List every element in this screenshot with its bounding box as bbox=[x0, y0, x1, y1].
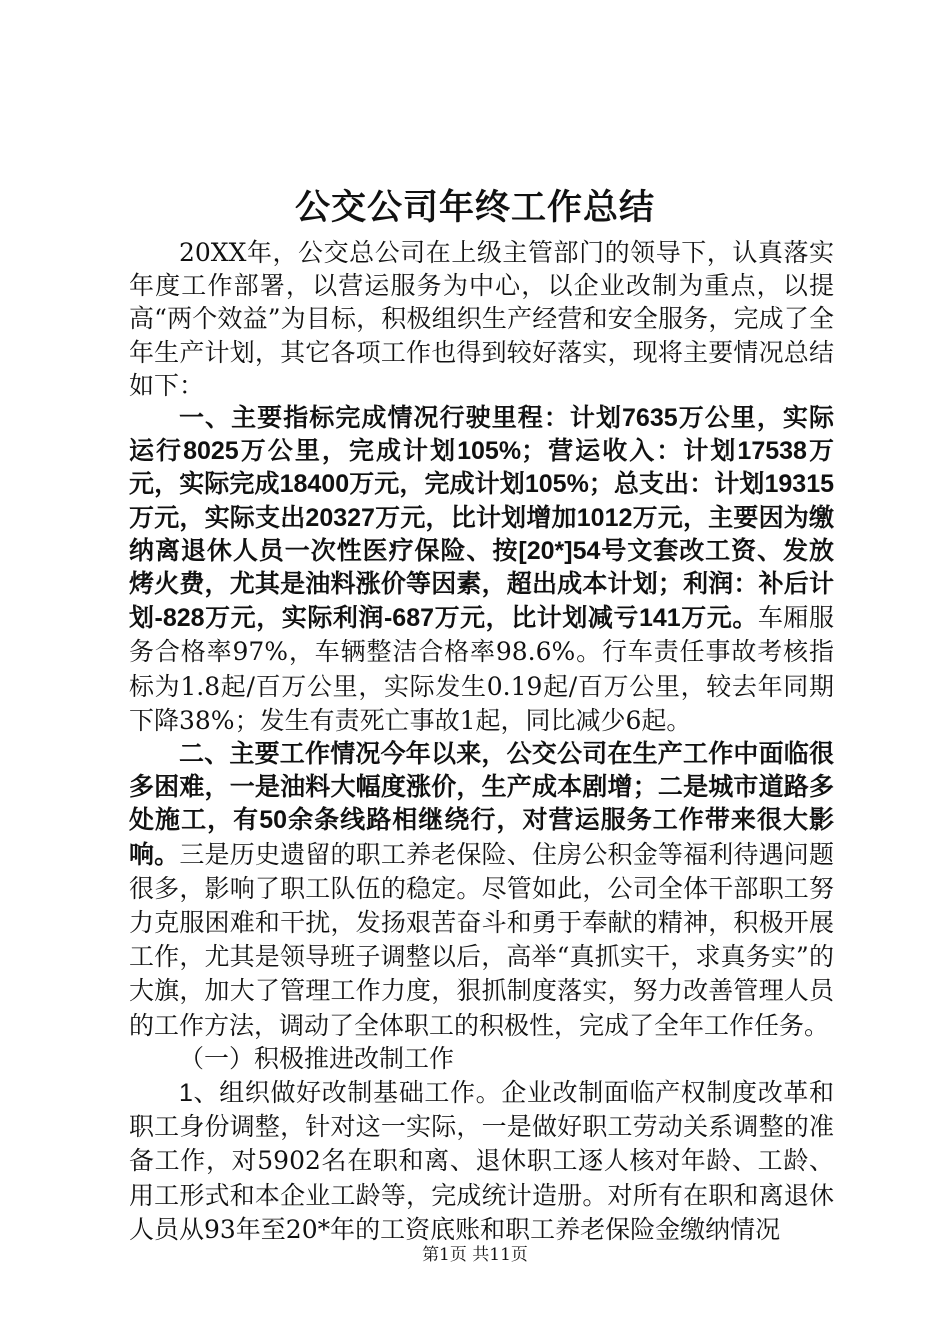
intro-paragraph: 20XX年，公交总公司在上级主管部门的领导下，认真落实年度工作部署，以营运服务为中心，以企业改制为重点，以提高“两个效益”为目标，积极组织生产经营和安全服务，完成了全年生产计划，其它各项工作也得到较好落实，现将主要情况总结如下： bbox=[129, 238, 834, 400]
item-1-paragraph bbox=[129, 1076, 834, 1247]
page-number-footer: 第1页 共11页 bbox=[422, 1245, 528, 1265]
section-1-plain-text: 车厢服务合格率97%，车辆整洁合格率98.6%。行车责任事故考核指标为1.8起/百万公里，实际发生0.19起/百万公里，较去年同期下降38%；发生有责死亡事故1起，同比减少6起。 bbox=[129, 603, 834, 735]
item-1-plain-text: 企业改制面临产权制度改革和职工身份调整，针对这一实际，一是做好职工劳动关系调整的准备工作，对5902名在职和离、退休职工逐人核对年龄、工龄、用工形式和本企业工龄等，完成统计造册。对所有在职和离退休人员从93年至20*年的工资底账和职工养老保险金缴纳情况 bbox=[129, 1078, 834, 1244]
document-body bbox=[129, 236, 834, 1247]
document-title: 公交公司年终工作总结 bbox=[294, 187, 655, 228]
section-2-bold-text: 二、主要工作情况今年以来，公交公司在生产工作中面临很多困难，一是油料大幅度涨价，生产成本剧增；二是城市道路多处施工，有50余条线路相继绕行，对营运服务工作带来很大影响。 bbox=[129, 740, 834, 869]
section-1-bold-text: 一、主要指标完成情况行驶里程：计划7635万公里，实际运行8025万公里，完成计划105%；营运收入：计划17538万元，实际完成18400万元，完成计划105%；总支出：计划19315万元，实际支出20327万元，比计划增加1012万元，主要因为缴纳离退休人员一次性医疗保险、按[20*]54号文套改工资、发放烤火费，尤其是油料涨价等因素，超出成本计划；利润：补后计划-828万元，实际利润-687万元，比计划减亏141万元。 bbox=[129, 404, 834, 633]
section-2-paragraph bbox=[129, 738, 834, 1043]
section-1-paragraph bbox=[129, 402, 834, 738]
section-2-plain-text: 三是历史遗留的职工养老保险、住房公积金等福利待遇问题很多，影响了职工队伍的稳定。尽管如此，公司全体干部职工努力克服困难和干扰，发扬艰苦奋斗和勇于奉献的精神，积极开展工作，尤其是领导班子调整以后，高举“真抓实干，求真务实”的大旗，加大了管理工作力度，狠抓制度落实，努力改善管理人员的工作方法，调动了全体职工的积极性，完成了全年工作任务。 bbox=[129, 839, 834, 1040]
item-1-heading-text: 1、组织做好改制基础工作。 bbox=[179, 1079, 502, 1108]
subsection-1-heading: （一）积极推进改制工作 bbox=[179, 1044, 455, 1073]
